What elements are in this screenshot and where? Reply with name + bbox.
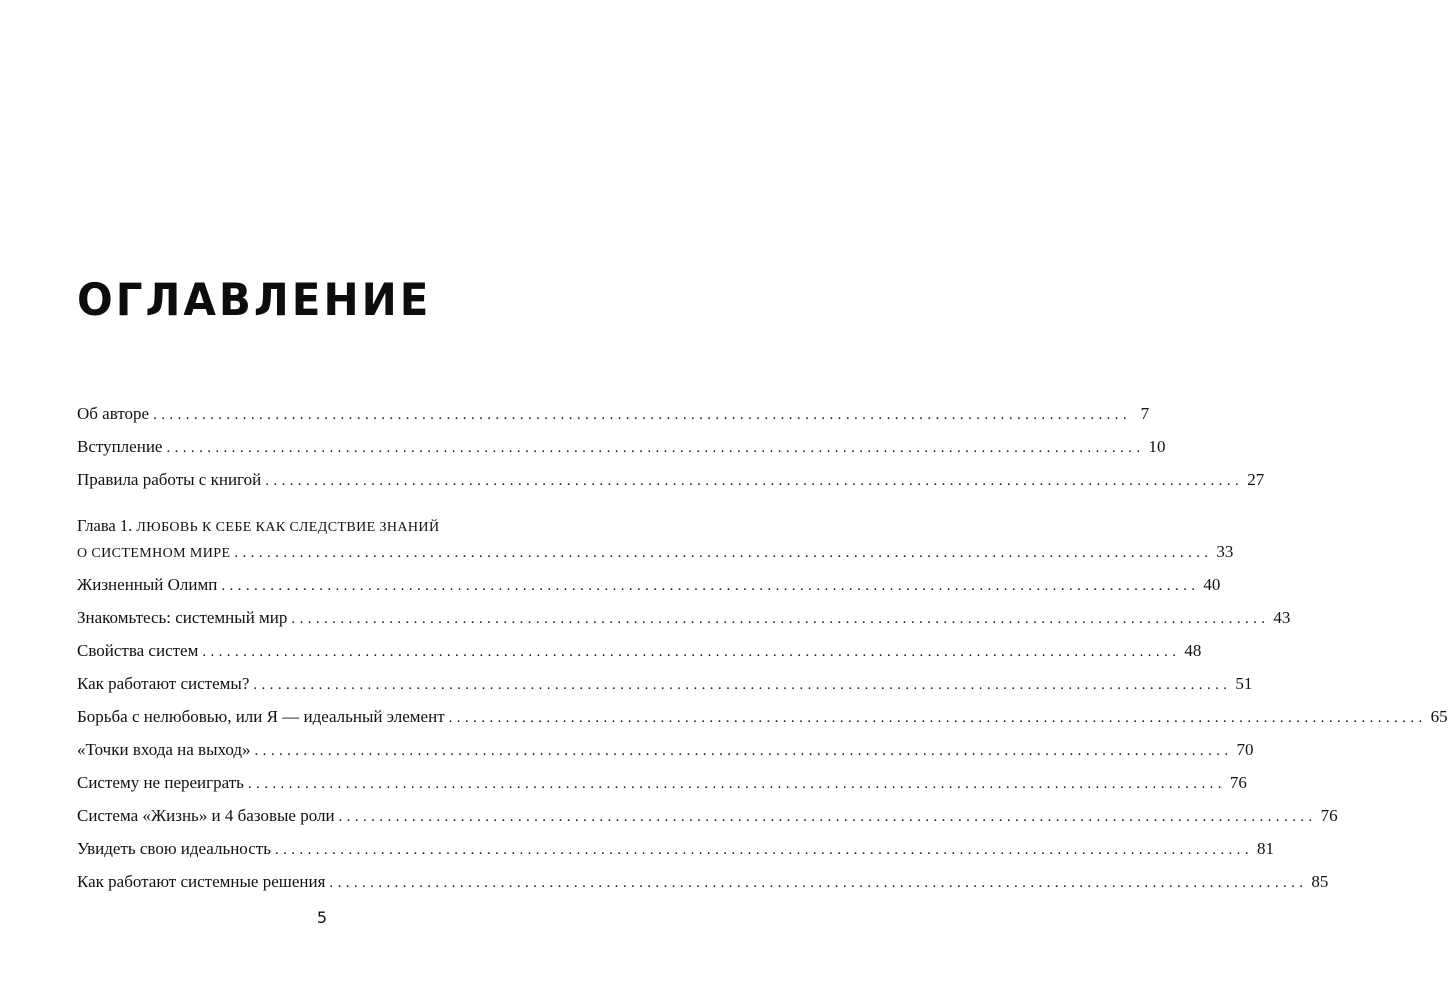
toc-entry-page: 10 bbox=[1148, 437, 1166, 456]
dot-leader: ........................................................................................................................ bbox=[247, 776, 1226, 792]
dot-leader: ........................................................................................................................ bbox=[221, 578, 1200, 594]
toc-entry bbox=[77, 838, 1274, 861]
toc-entry-rules bbox=[77, 469, 1265, 492]
toc-entry-introduction bbox=[77, 436, 1166, 459]
dot-leader: ........................................................................................................................ bbox=[448, 710, 1427, 726]
toc-entry-page: 48 bbox=[1184, 641, 1202, 660]
toc-entry-label: Знакомьтесь: системный мир bbox=[77, 608, 288, 627]
toc-entry-page: 43 bbox=[1273, 608, 1291, 627]
toc-entry-label: Борьба с нелюбовью, или Я — идеальный элемент bbox=[77, 707, 445, 726]
dot-leader: ........................................................................................................................ bbox=[274, 842, 1253, 858]
toc-entry-page: 51 bbox=[1235, 674, 1253, 693]
dot-leader: ........................................................................................................................ bbox=[153, 407, 1132, 423]
toc-entry-page: 76 bbox=[1229, 773, 1247, 792]
chapter-prefix: Глава 1. bbox=[77, 516, 133, 535]
toc-entry-label: Систему не переиграть bbox=[77, 773, 244, 792]
toc-entry-label: Свойства систем bbox=[77, 641, 199, 660]
toc-entry bbox=[77, 640, 1202, 663]
dot-leader: ........................................................................................................................ bbox=[166, 440, 1145, 456]
toc-entry-label: Об авторе bbox=[77, 404, 150, 423]
toc-entry bbox=[77, 871, 1329, 894]
dot-leader: ........................................................................................................................ bbox=[291, 611, 1270, 627]
toc-entry-page: 40 bbox=[1203, 575, 1221, 594]
toc-entry-label: Увидеть свою идеальность bbox=[77, 839, 271, 858]
toc-entry-page: 85 bbox=[1311, 872, 1329, 891]
toc-entry-label: Система «Жизнь» и 4 базовые роли bbox=[77, 806, 335, 825]
dot-leader: ........................................................................................................................ bbox=[338, 809, 1317, 825]
toc-entry-label: Как работают системные решения bbox=[77, 872, 326, 891]
toc-entry-label: Как работают системы? bbox=[77, 674, 250, 693]
toc-entry bbox=[77, 673, 1253, 696]
toc-entry-page: 27 bbox=[1247, 470, 1265, 489]
chapter-title-line2: О СИСТЕМНОМ МИРЕ bbox=[77, 546, 231, 561]
toc-entry-label: Правила работы с книгой bbox=[77, 470, 262, 489]
dot-leader: ........................................................................................................................ bbox=[202, 644, 1181, 660]
page-title: ОГЛАВЛЕНИЕ bbox=[77, 274, 432, 326]
toc-entry-page: 76 bbox=[1320, 806, 1338, 825]
toc-entry-about-author bbox=[77, 403, 1150, 426]
chapter-title-line1: ЛЮБОВЬ К СЕБЕ КАК СЛЕДСТВИЕ ЗНАНИЙ bbox=[136, 520, 440, 535]
toc-entry-page: 81 bbox=[1256, 839, 1274, 858]
toc-entry-label: «Точки входа на выход» bbox=[77, 740, 251, 759]
toc-entry bbox=[77, 574, 1221, 597]
chapter-heading-line2 bbox=[77, 541, 1234, 565]
toc-entry bbox=[77, 607, 1291, 630]
dot-leader: ........................................................................................................................ bbox=[253, 677, 1232, 693]
dot-leader: ........................................................................................................................ bbox=[234, 545, 1213, 561]
chapter-page: 33 bbox=[1216, 542, 1234, 561]
toc-entry-page: 7 bbox=[1140, 404, 1150, 423]
toc-entry-page: 70 bbox=[1236, 740, 1254, 759]
chapter-heading bbox=[77, 515, 439, 539]
page-number: 5 bbox=[316, 908, 328, 927]
dot-leader: ........................................................................................................................ bbox=[265, 473, 1244, 489]
dot-leader: ........................................................................................................................ bbox=[254, 743, 1233, 759]
dot-leader: ........................................................................................................................ bbox=[329, 875, 1308, 891]
toc-entry-label: Жизненный Олимп bbox=[77, 575, 218, 594]
toc-entry bbox=[77, 805, 1338, 828]
toc-entry-label: Вступление bbox=[77, 437, 163, 456]
toc-entry bbox=[77, 772, 1247, 795]
toc-entry bbox=[77, 739, 1254, 762]
toc-entry-page: 65 bbox=[1430, 707, 1448, 726]
toc-entry bbox=[77, 706, 1448, 729]
